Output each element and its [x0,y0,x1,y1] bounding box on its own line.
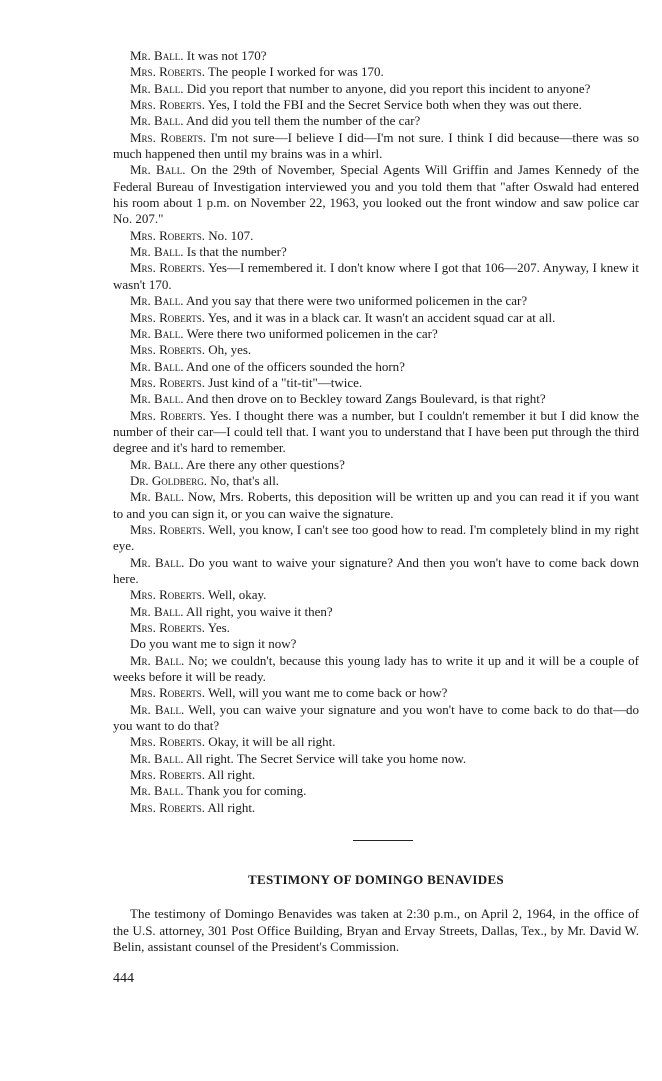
dialogue-paragraph [113,489,639,522]
dialogue-paragraph [113,260,639,293]
speech-text: All right. [207,799,256,815]
dialogue-paragraph [113,48,639,64]
testimony-dialogue [113,48,639,816]
speaker-name: Mr. Ball. [130,489,185,505]
speaker-name: Mrs. Roberts. [130,129,207,145]
speaker-name: Dr. Goldberg. [130,472,208,488]
speaker-name: Mr. Ball. [130,603,184,619]
speaker-name: Mr. Ball. [130,554,185,570]
speaker-name: Mr. Ball. [130,652,185,668]
speech-text: Did you report that number to anyone, did you report this incident to anyone? [186,80,591,96]
section-title: TESTIMONY OF DOMINGO BENAVIDES [248,872,504,888]
speech-text: Yes—I remembered it. I don't know where I got that 106—207. Anyway, I knew it wasn't 170. [113,260,639,292]
speech-text: Yes, I told the FBI and the Secret Service both when they was out there. [207,97,582,113]
speaker-name: Mrs. Roberts. [130,407,206,423]
dialogue-paragraph [113,800,639,816]
dialogue-paragraph [113,244,639,260]
speech-text: Is that the number? [186,244,287,260]
dialogue-paragraph [113,604,639,620]
dialogue-paragraph [113,113,639,129]
speaker-name: Mrs. Roberts. [130,521,206,537]
speech-text: And one of the officers sounded the horn? [186,358,405,374]
speech-text: Now, Mrs. Roberts, this deposition will be written up and you can read it if you want to and you can sign it, or you can waive the signature. [113,489,640,521]
speaker-name: Mr. Ball. [130,48,184,63]
speaker-name: Mrs. Roberts. [130,342,205,358]
speech-text: It was not 170? [186,48,267,63]
speech-text: Okay, it will be all right. [208,734,336,750]
dialogue-paragraph [113,228,639,244]
dialogue-paragraph [113,473,639,489]
speech-text: Yes, and it was in a black car. It wasn't an accident squad car at all. [207,309,556,325]
speech-text: Just kind of a "tit-tit"—twice. [208,374,363,390]
speaker-name: Mrs. Roberts. [130,620,205,636]
speech-text: All right, you waive it then? [186,603,333,619]
dialogue-paragraph [113,653,639,686]
speaker-name: Mrs. Roberts. [130,309,205,325]
speaker-name: Mrs. Roberts. [130,587,205,603]
speech-text: Oh, yes. [208,342,252,358]
speaker-name: Mrs. Roberts. [130,97,205,113]
speech-text: All right. [207,767,256,783]
speaker-name: Mr. Ball. [130,391,184,407]
speaker-name: Mrs. Roberts. [130,374,205,390]
speaker-name: Mr. Ball. [130,701,185,717]
speech-text: Do you want to waive your signature? And then you won't have to come back down here. [113,554,639,586]
speaker-name: Mr. Ball. [130,113,184,129]
dialogue-paragraph [113,359,639,375]
dialogue-paragraph [113,555,639,588]
section-intro: The testimony of Domingo Benavides was taken at 2:30 p.m., on April 2, 1964, in the office of the U.S. attorney, 301 Post Office Building, Bryan and Ervay Streets, Dallas, Tex., by Mr. David W. Belin, assistant counsel of the President's Commission. [113,906,639,954]
speech-text: Yes. [207,620,230,636]
dialogue-paragraph [113,310,639,326]
speech-text: Do you want me to sign it now? [130,636,297,652]
speaker-name: Mrs. Roberts. [130,734,205,750]
dialogue-paragraph [113,64,639,80]
speaker-name: Mr. Ball. [130,750,184,766]
section-divider [353,840,413,841]
page-number: 444 [113,971,134,987]
dialogue-paragraph [113,783,639,799]
speech-text: Thank you for coming. [186,783,307,799]
speaker-name: Mr. Ball. [130,456,184,472]
speech-text: The people I worked for was 170. [207,64,384,80]
dialogue-paragraph [113,326,639,342]
dialogue-paragraph [113,408,639,457]
speaker-name: Mrs. Roberts. [130,767,205,783]
dialogue-paragraph [113,636,639,652]
speaker-name: Mr. Ball. [130,325,184,341]
speaker-name: Mrs. Roberts. [130,64,205,80]
dialogue-paragraph [113,587,639,603]
dialogue-paragraph [113,734,639,750]
dialogue-paragraph [113,767,639,783]
speaker-name: Mr. Ball. [130,358,184,374]
dialogue-paragraph [113,620,639,636]
dialogue-paragraph [113,751,639,767]
dialogue-paragraph [113,97,639,113]
speech-text: And you say that there were two uniformed policemen in the car? [186,293,528,309]
speech-text: And then drove on to Beckley toward Zangs Boulevard, is that right? [186,391,546,407]
document-page [113,48,639,987]
dialogue-paragraph [113,457,639,473]
speaker-name: Mr. Ball. [130,162,186,178]
speech-text: Yes. I thought there was a number, but I couldn't remember it but I did know the number of their car—I could tell that. I want you to understand that I have been put through the third degree and it's hard to remember. [113,407,639,456]
speech-text: I'm not sure—I believe I did—I'm not sure. I think I did because—there was so much happened then until my brains was in a whirl. [113,129,639,162]
speech-text: On the 29th of November, Special Agents Will Griffin and James Kennedy of the Federal Bureau of Investigation interviewed you and you told them that "after Oswald had entered his room about 1 p.m. on November 22, 1963, you looked out the front window and saw police car No. 207." [113,162,639,227]
dialogue-paragraph [113,81,639,97]
dialogue-paragraph [113,342,639,358]
dialogue-paragraph [113,391,639,407]
speech-text: Were there two uniformed policemen in the car? [186,325,438,341]
dialogue-paragraph [113,375,639,391]
speaker-name: Mr. Ball. [130,244,184,260]
dialogue-paragraph [113,522,639,555]
speaker-name: Mr. Ball. [130,80,184,96]
speaker-name: Mrs. Roberts. [130,685,205,701]
speech-text: All right. The Secret Service will take you home now. [186,750,467,766]
speech-text: No; we couldn't, because this young lady has to write it up and it will be a couple of weeks before it will be ready. [113,652,639,685]
speech-text: Well, you know, I can't see too good how to read. I'm completely blind in my right eye. [113,521,640,554]
speaker-name: Mrs. Roberts. [130,799,205,815]
speech-text: No, that's all. [210,472,280,488]
dialogue-paragraph [113,702,639,735]
dialogue-paragraph [113,293,639,309]
speaker-name: Mr. Ball. [130,783,184,799]
speech-text: Well, okay. [207,587,267,603]
speaker-name: Mr. Ball. [130,293,184,309]
speech-text: Well, you can waive your signature and you won't have to come back to do that—do you want to do that? [113,701,639,734]
speech-text: No. 107. [208,227,254,243]
speech-text: And did you tell them the number of the car? [186,113,421,129]
dialogue-paragraph [113,685,639,701]
speech-text: Well, will you want me to come back or how? [207,685,448,701]
speaker-name: Mrs. Roberts. [130,227,205,243]
speech-text: Are there any other questions? [186,456,345,472]
speaker-name: Mrs. Roberts. [130,260,206,276]
dialogue-paragraph [113,130,639,163]
dialogue-paragraph [113,162,639,227]
